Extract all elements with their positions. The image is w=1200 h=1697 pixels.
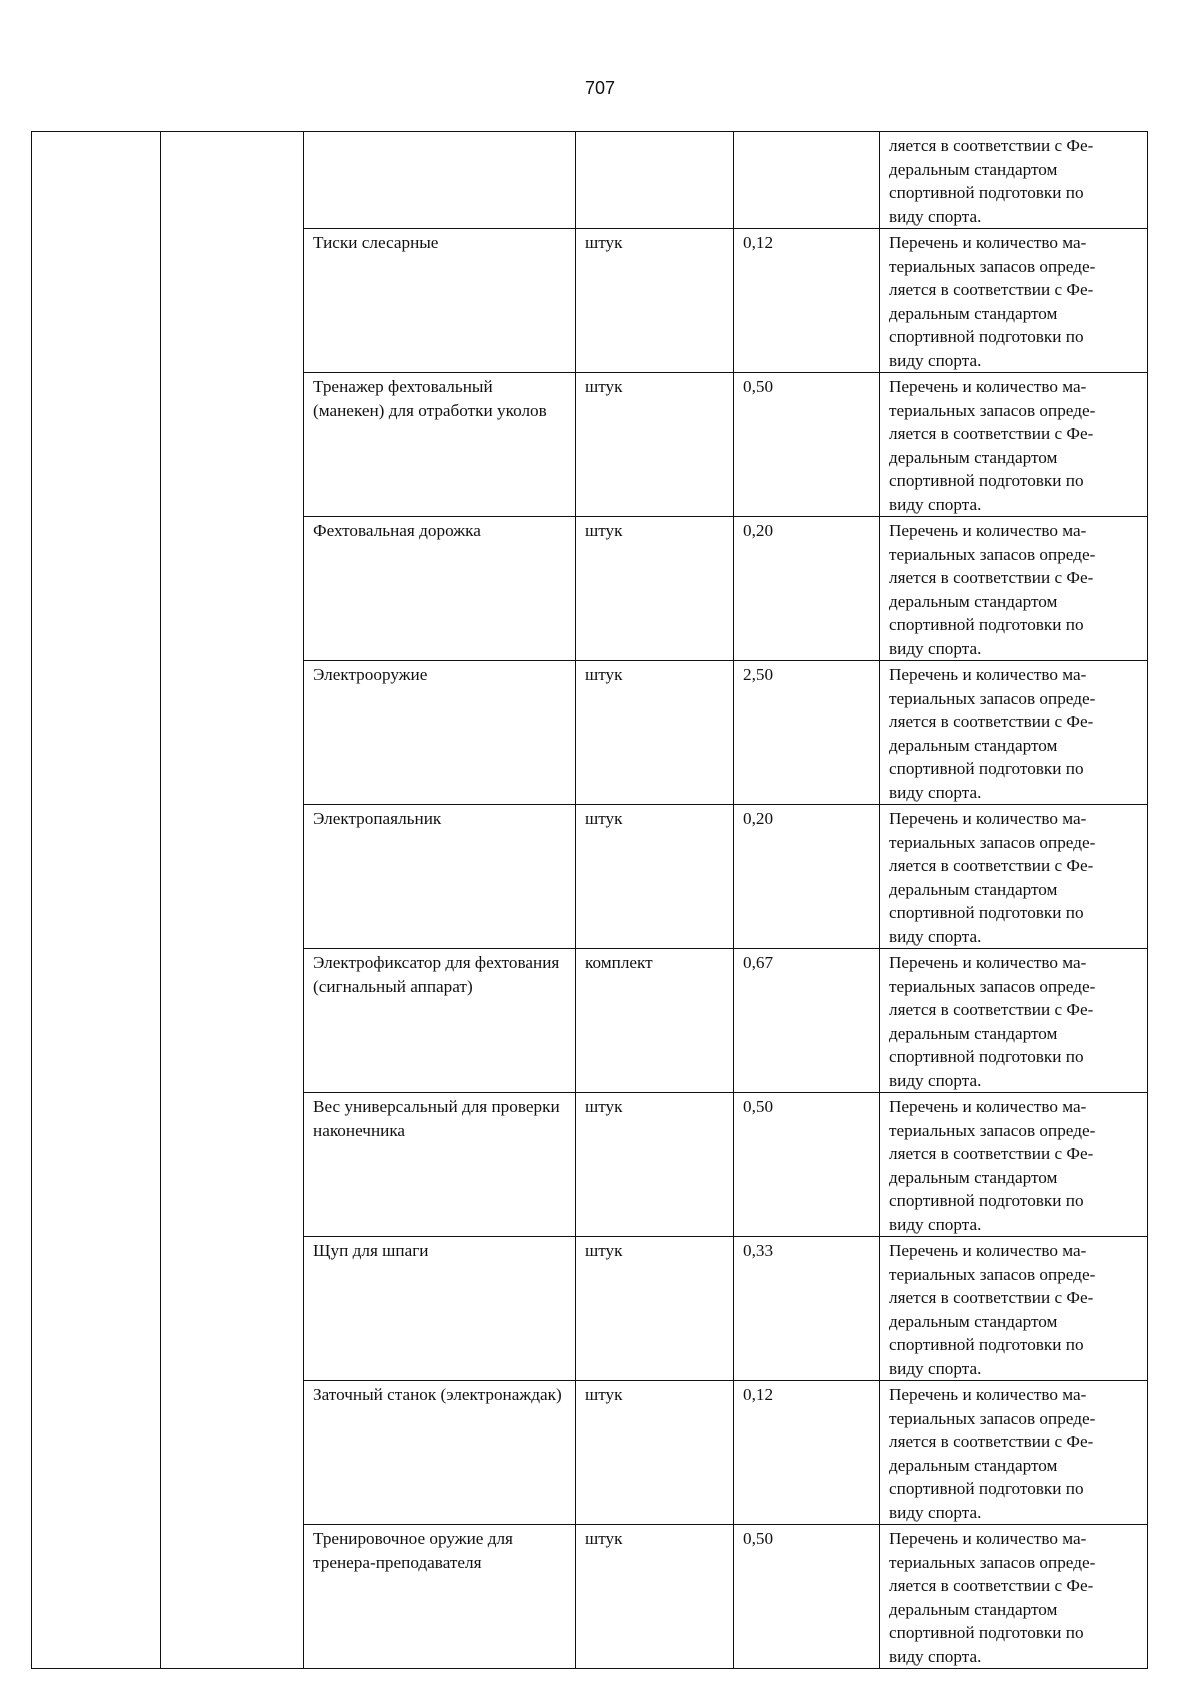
- unit-cell: штук: [576, 1093, 734, 1237]
- merged-cell-col2: [161, 132, 304, 1669]
- description-cell: Перечень и количество ма- териальных запасов опреде- ляется в соответствии с Фе- деральным стандартом спортивной подготовки по виду спорта.: [880, 1093, 1148, 1237]
- unit-cell: штук: [576, 1381, 734, 1525]
- description-cell: Перечень и количество ма- териальных запасов опреде- ляется в соответствии с Фе- деральным стандартом спортивной подготовки по виду спорта.: [880, 805, 1148, 949]
- description-cell: Перечень и количество ма- териальных запасов опреде- ляется в соответствии с Фе- деральным стандартом спортивной подготовки по виду спорта.: [880, 229, 1148, 373]
- unit-cell: штук: [576, 1237, 734, 1381]
- item-name-cell: Заточный станок (электронаждак): [304, 1381, 576, 1525]
- qty-cell: 0,12: [734, 229, 880, 373]
- description-cell: ляется в соответствии с Фе- деральным стандартом спортивной подготовки по виду спорта.: [880, 132, 1148, 229]
- qty-cell: 0,12: [734, 1381, 880, 1525]
- item-name-cell: Тренировочное оружие для тренера-преподавателя: [304, 1525, 576, 1669]
- qty-cell: 0,50: [734, 1525, 880, 1669]
- qty-cell: 0,33: [734, 1237, 880, 1381]
- unit-cell: штук: [576, 805, 734, 949]
- item-name-cell: Электропаяльник: [304, 805, 576, 949]
- description-cell: Перечень и количество ма- териальных запасов опреде- ляется в соответствии с Фе- деральным стандартом спортивной подготовки по виду спорта.: [880, 661, 1148, 805]
- qty-cell: 0,67: [734, 949, 880, 1093]
- item-name-cell: Тиски слесарные: [304, 229, 576, 373]
- unit-cell: штук: [576, 229, 734, 373]
- description-cell: Перечень и количество ма- териальных запасов опреде- ляется в соответствии с Фе- деральным стандартом спортивной подготовки по виду спорта.: [880, 1381, 1148, 1525]
- page-number: 707: [584, 78, 616, 98]
- description-cell: Перечень и количество ма- териальных запасов опреде- ляется в соответствии с Фе- деральным стандартом спортивной подготовки по виду спорта.: [880, 949, 1148, 1093]
- unit-cell: [576, 132, 734, 229]
- description-cell: Перечень и количество ма- териальных запасов опреде- ляется в соответствии с Фе- деральным стандартом спортивной подготовки по виду спорта.: [880, 517, 1148, 661]
- item-name-cell: [304, 132, 576, 229]
- item-name-cell: Электрофиксатор для фехтования (сигнальный аппарат): [304, 949, 576, 1093]
- qty-cell: 2,50: [734, 661, 880, 805]
- qty-cell: 0,50: [734, 373, 880, 517]
- unit-cell: штук: [576, 373, 734, 517]
- unit-cell: штук: [576, 1525, 734, 1669]
- item-name-cell: Щуп для шпаги: [304, 1237, 576, 1381]
- unit-cell: штук: [576, 661, 734, 805]
- qty-cell: [734, 132, 880, 229]
- table-row: [32, 132, 1148, 229]
- description-cell: Перечень и количество ма- териальных запасов опреде- ляется в соответствии с Фе- деральным стандартом спортивной подготовки по виду спорта.: [880, 1525, 1148, 1669]
- equipment-table: [31, 131, 1148, 1669]
- description-cell: Перечень и количество ма- териальных запасов опреде- ляется в соответствии с Фе- деральным стандартом спортивной подготовки по виду спорта.: [880, 1237, 1148, 1381]
- description-cell: Перечень и количество ма- териальных запасов опреде- ляется в соответствии с Фе- деральным стандартом спортивной подготовки по виду спорта.: [880, 373, 1148, 517]
- unit-cell: штук: [576, 517, 734, 661]
- merged-cell-col1: [32, 132, 161, 1669]
- qty-cell: 0,20: [734, 517, 880, 661]
- item-name-cell: Вес универсальный для проверки наконечника: [304, 1093, 576, 1237]
- item-name-cell: Тренажер фехтовальный (манекен) для отработки уколов: [304, 373, 576, 517]
- item-name-cell: Фехтовальная дорожка: [304, 517, 576, 661]
- qty-cell: 0,50: [734, 1093, 880, 1237]
- item-name-cell: Электрооружие: [304, 661, 576, 805]
- qty-cell: 0,20: [734, 805, 880, 949]
- unit-cell: комплект: [576, 949, 734, 1093]
